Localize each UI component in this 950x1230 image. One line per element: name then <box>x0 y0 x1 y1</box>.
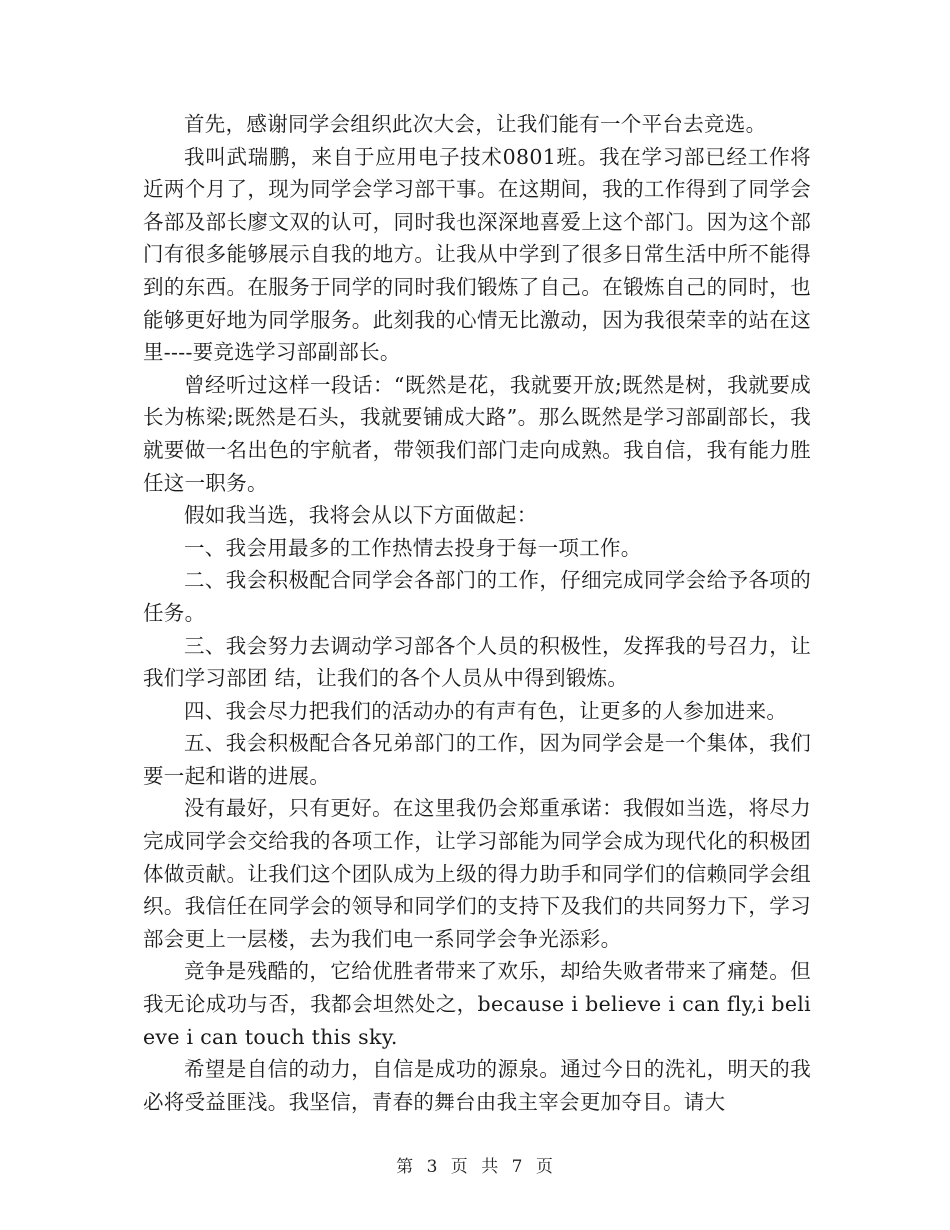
page-number-footer <box>0 1152 950 1177</box>
footer-current-page: 3 <box>426 1157 439 1177</box>
footer-total-word: 共 <box>481 1157 500 1177</box>
paragraph-intro: 首先，感谢同学会组织此次大会，让我们能有一个平台去竞选。 <box>184 112 767 136</box>
footer-total-pages: 7 <box>511 1157 524 1177</box>
paragraph-competition: 竞争是残酷的，它给优胜者带来了欢乐，却给失败者带来了痛楚。但我无论成功与否，我都会坦然处之，because i believe i can fly,i believe i can touch this sky. <box>143 959 811 1049</box>
paragraph-plan-item-3: 三、我会努力去调动学习部各个人员的积极性，发挥我的号召力，让我们学习部团 结，让我们的各个人员从中得到锻炼。 <box>143 633 811 691</box>
paragraph-quote: 曾经听过这样一段话：“既然是花，我就要开放;既然是树，我就要成长为栋梁;既然是石头，我就要铺成大路”。那么既然是学习部副部长，我就要做一名出色的宇航者，带领我们部门走向成熟。我自信，我有能力胜任这一职务。 <box>143 372 811 495</box>
paragraph-plan-intro: 假如我当选，我将会从以下方面做起： <box>184 503 538 528</box>
paragraph-hope: 希望是自信的动力，自信是成功的源泉。通过今日的洗礼，明天的我必将受益匪浅。我坚信，青春的舞台由我主宰会更加夺目。请大 <box>143 1057 811 1114</box>
paragraph-plan-item-2: 二、我会积极配合同学会各部门的工作，仔细完成同学会给予各项的任务。 <box>143 568 811 625</box>
paragraph-plan-item-1: 一、我会用最多的工作热情去投身于每一项工作。 <box>184 535 642 560</box>
footer-prefix: 第 <box>396 1157 415 1177</box>
footer-suffix: 页 <box>535 1157 554 1177</box>
paragraph-promise: 没有最好，只有更好。在这里我仍会郑重承诺：我假如当选，将尽力完成同学会交给我的各项工作，让学习部能为同学会成为现代化的积极团体做贡献。让我们这个团队成为上级的得力助手和同学们的信赖同学会组织。我信任在同学会的领导和同学们的支持下及我们的共同努力下，学习部会更上一层楼，去为我们电一系同学会争光添彩。 <box>143 796 811 951</box>
footer-page-word: 页 <box>450 1157 469 1177</box>
paragraph-plan-item-4: 四、我会尽力把我们的活动办的有声有色，让更多的人参加进来。 <box>184 698 788 723</box>
document-body <box>143 108 811 1118</box>
paragraph-plan-item-5: 五、我会积极配合各兄弟部门的工作，因为同学会是一个集体，我们要一起和谐的进展。 <box>143 731 811 788</box>
paragraph-self-introduction: 我叫武瑞鹏，来自于应用电子技术0801班。我在学习部已经工作将近两个月了，现为同学会学习部干事。在这期间，我的工作得到了同学会各部及部长廖文双的认可，同时我也深深地喜爱上这个部门。因为这个部门有很多能够展示自我的地方。让我从中学到了很多日常生活中所不能得到的东西。在服务于同学的同时我们锻炼了自己。在锻炼自己的同时，也能够更好地为同学服务。此刻我的心情无比激动，因为我很荣幸的站在这里----要竞选学习部副部长。 <box>143 144 811 365</box>
